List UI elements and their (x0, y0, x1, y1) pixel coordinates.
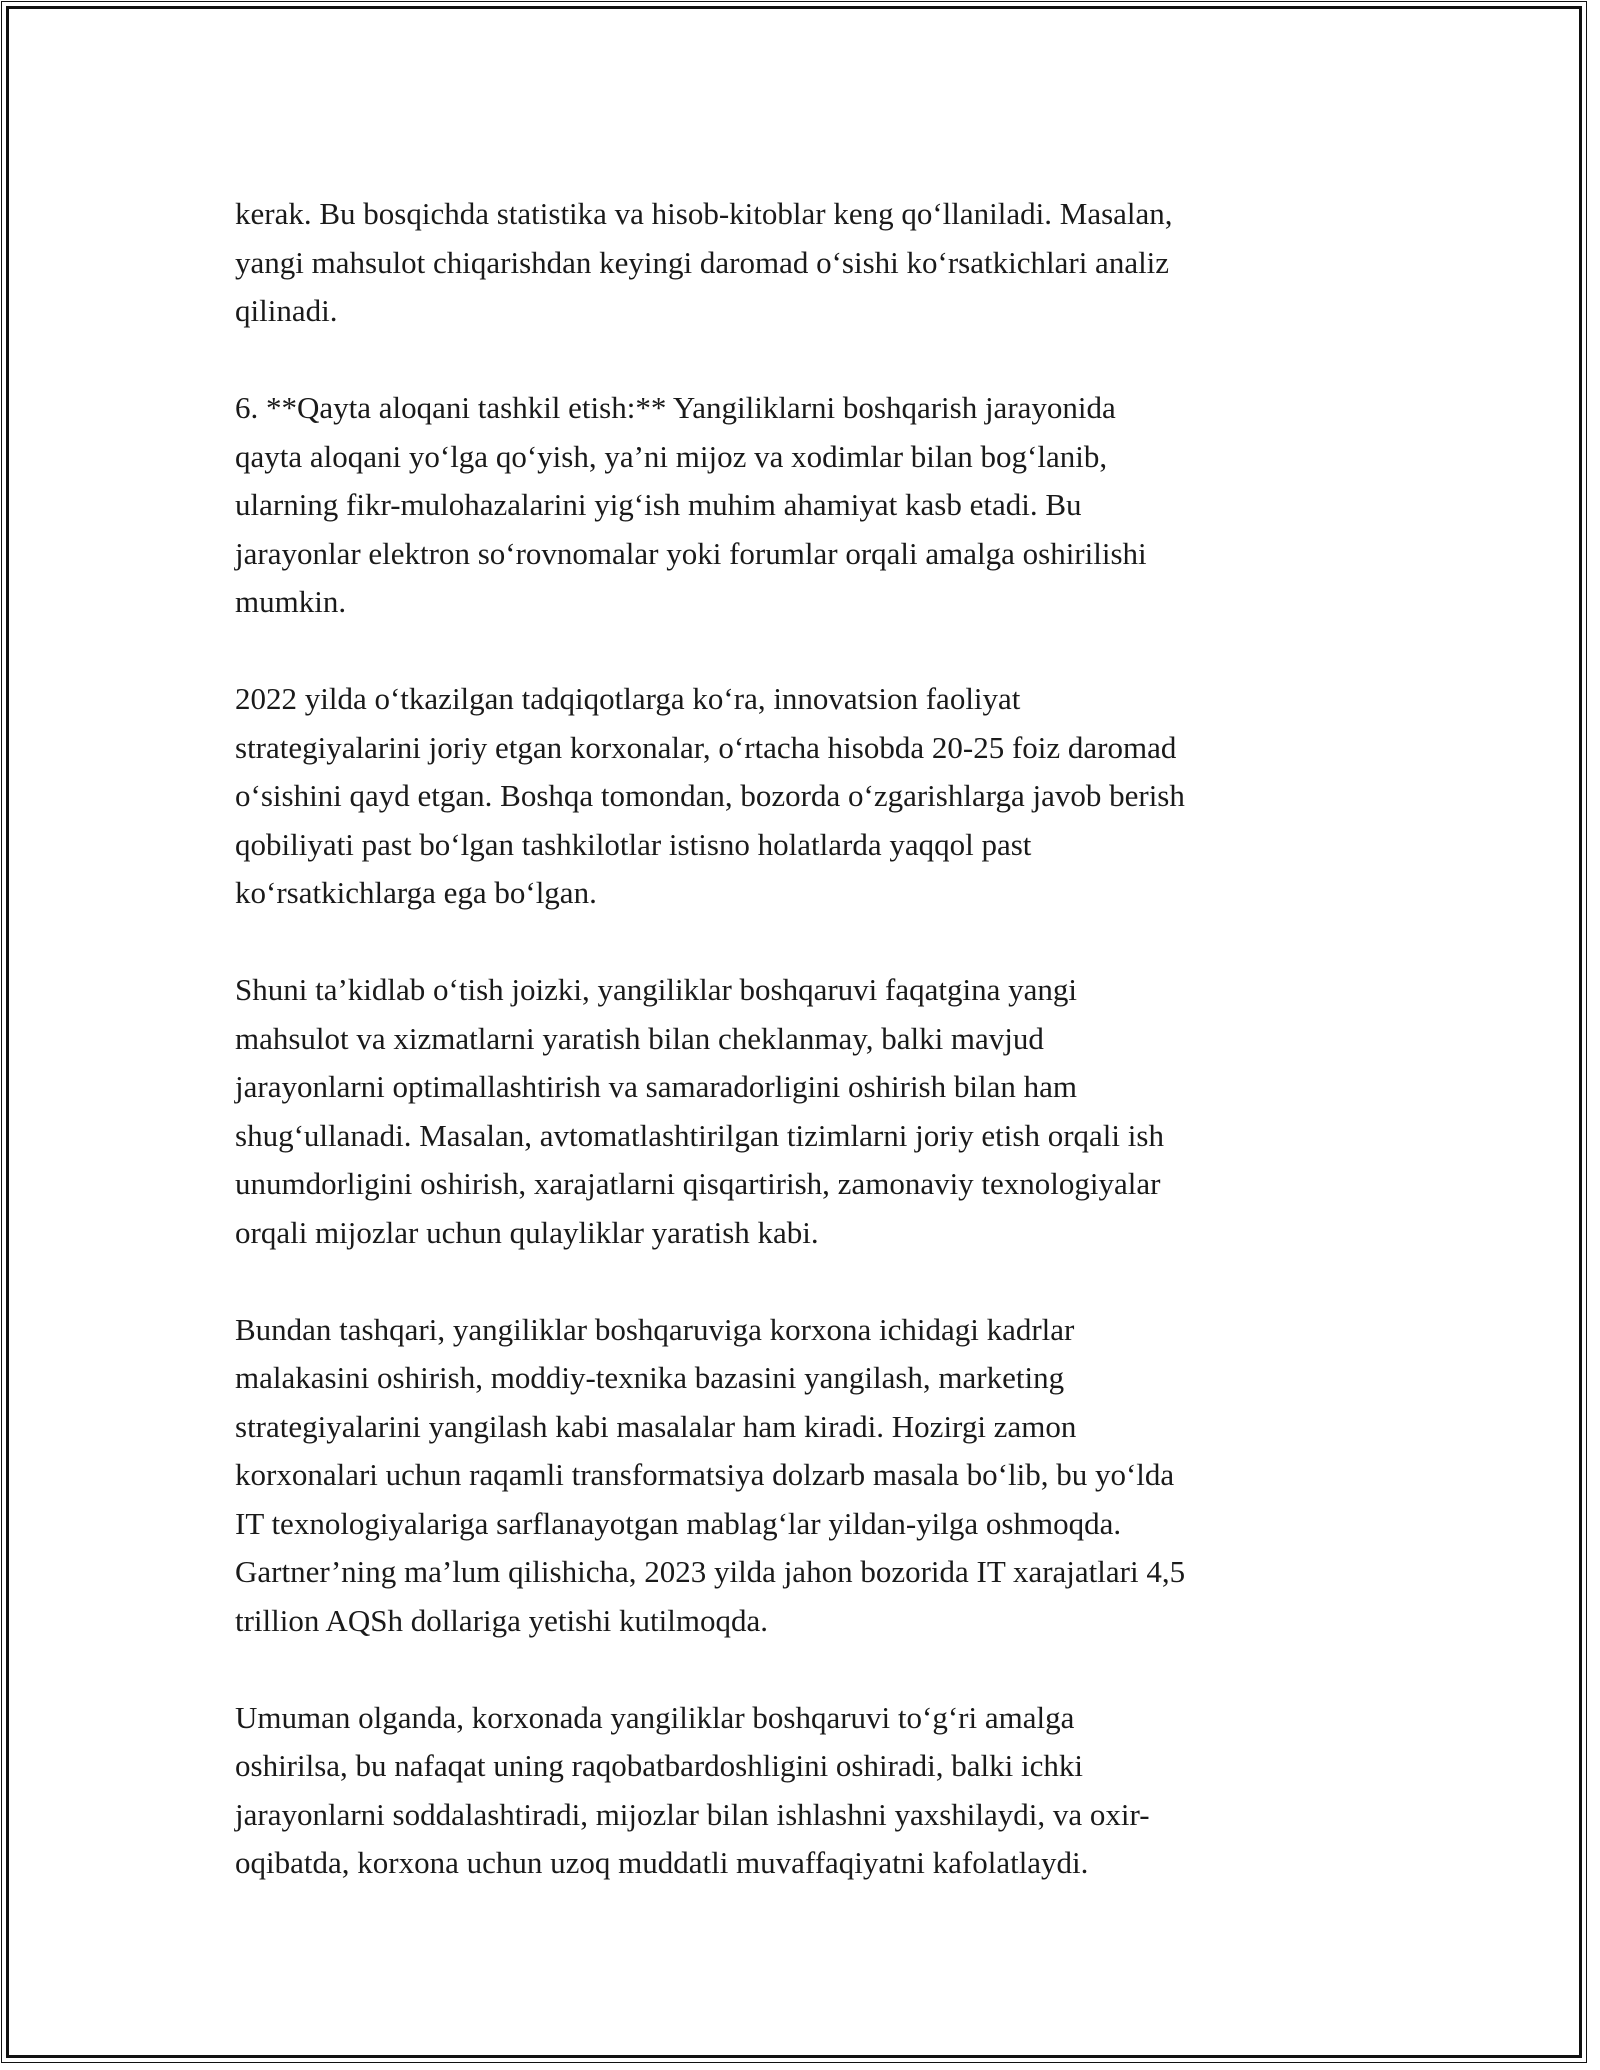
document-body (235, 190, 1375, 1936)
paragraph-5: Bundan tashqari, yangiliklar boshqaruviga korxona ichidagi kadrlar malakasini oshirish, moddiy-texnika bazasini yangilash, marketing strategiyalarini yangilash kabi masalalar ham kiradi. Hozirgi zamon korxonalari uchun raqamli transformatsiya dolzarb masala bo‘lib, bu yo‘lda IT texnologiyalariga sarflanayotgan mablag‘lar yildan-yilga oshmoqda. Gartner’ning ma’lum qilishicha, 2023 yilda jahon bozorida IT xarajatlari 4,5 trillion AQSh dollariga yetishi kutilmoqda. (235, 1311, 1186, 1638)
paragraph-2: 6. **Qayta aloqani tashkil etish:** Yangiliklarni boshqarish jarayonida qayta aloqani yo‘lga qo‘yish, ya’ni mijoz va xodimlar bilan bog‘lanib, ularning fikr-mulohazalarini yig‘ish muhim ahamiyat kasb etadi. Bu jarayonlar elektron so‘rovnomalar yoki forumlar orqali amalga oshirilishi mumkin. (235, 390, 1147, 619)
paragraph-4: Shuni ta’kidlab o‘tish joizki, yangiliklar boshqaruvi faqatgina yangi mahsulot va xizmatlarni yaratish bilan cheklanmay, balki mavjud jarayonlarni optimallashtirish va samaradorligini oshirish bilan ham shug‘ullanadi. Masalan, avtomatlashtirilgan tizimlarni joriy etish orqali ish unumdorligini oshirish, xarajatlarni qisqartirish, zamonaviy texnologiyalar orqali mijozlar uchun qulayliklar yaratish kabi. (235, 972, 1164, 1250)
paragraph-3: 2022 yilda o‘tkazilgan tadqiqotlarga ko‘ra, innovatsion faoliyat strategiyalarini joriy etgan korxonalar, o‘rtacha hisobda 20-25 foiz daromad o‘sishini qayd etgan. Boshqa tomondan, bozorda o‘zgarishlarga javob berish qobiliyati past bo‘lgan tashkilotlar istisno holatlarda yaqqol past ko‘rsatkichlarga ega bo‘lgan. (235, 681, 1185, 910)
paragraph-6: Umuman olganda, korxonada yangiliklar boshqaruvi to‘g‘ri amalga oshirilsa, bu nafaqat uning raqobatbardoshligini oshiradi, balki ichki jarayonlarni soddalashtiradi, mijozlar bilan ishlashni yaxshilaydi, va oxir- oqibatda, korxona uchun uzoq muddatli muvaffaqiyatni kafolatlaydi. (235, 1699, 1150, 1880)
paragraph-1: kerak. Bu bosqichda statistika va hisob-kitoblar keng qo‘llaniladi. Masalan, yangi mahsulot chiqarishdan keyingi daromad o‘sishi ko‘rsatkichlari analiz qilinadi. (235, 196, 1173, 328)
